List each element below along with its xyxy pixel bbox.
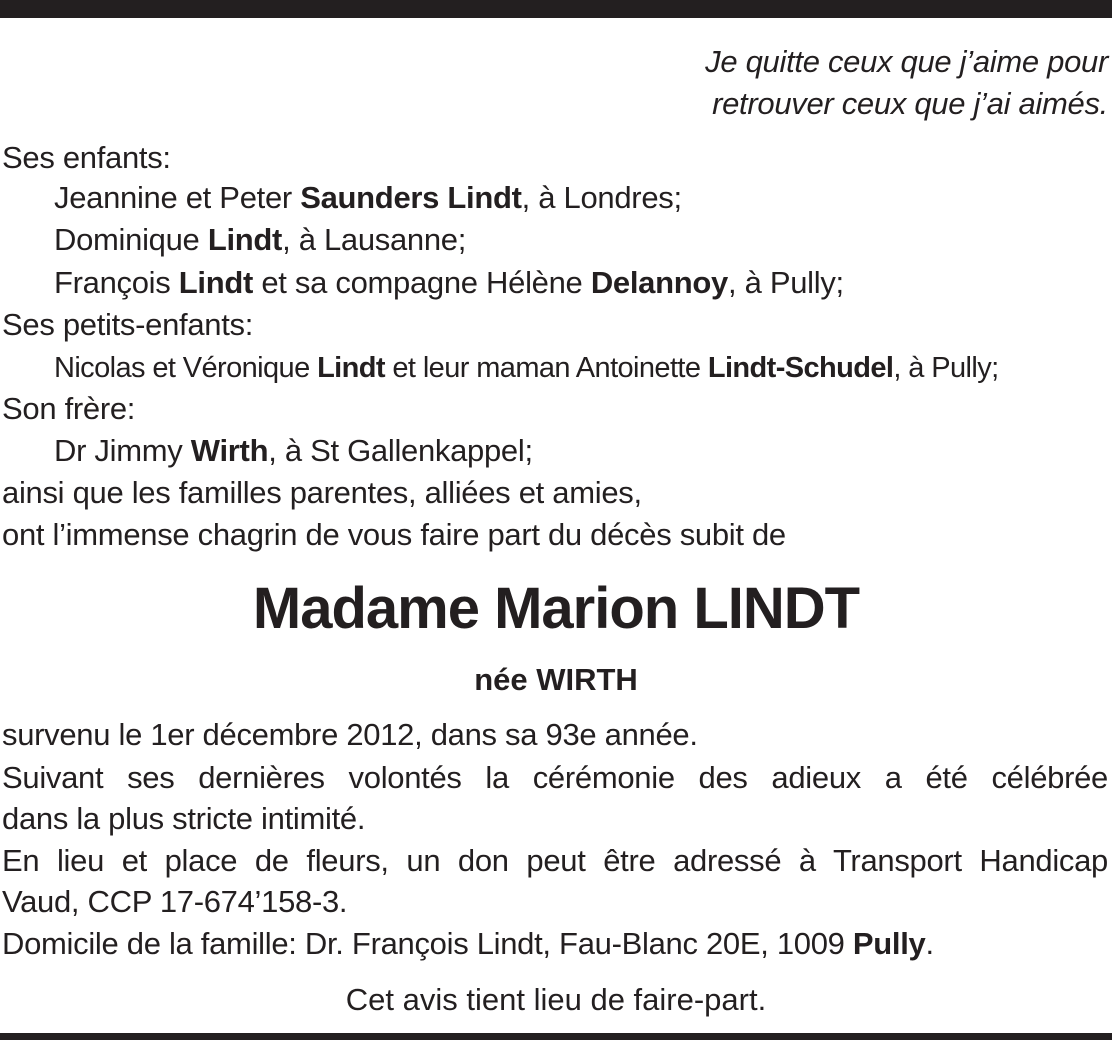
child-entry: Jeannine et Peter Saunders Lindt, à Londres; <box>54 180 682 215</box>
ceremony-line-2: dans la plus stricte intimité. <box>2 801 366 836</box>
donation-line-2: Vaud, CCP 17-674’158-3. <box>2 884 348 919</box>
top-rule <box>0 0 1112 18</box>
bottom-rule <box>0 1033 1112 1040</box>
quote-line-1: Je quitte ceux que j’aime pour <box>705 44 1108 79</box>
announcement-line: ont l’immense chagrin de vous faire part du décès subit de <box>2 517 786 552</box>
families-line: ainsi que les familles parentes, alliées et amies, <box>2 475 642 510</box>
brother-entry: Dr Jimmy Wirth, à St Gallenkappel; <box>54 433 533 468</box>
child-entry: Dominique Lindt, à Lausanne; <box>54 222 467 257</box>
domicile-line: Domicile de la famille: Dr. François Lindt, Fau-Blanc 20E, 1009 Pully. <box>2 926 934 961</box>
deceased-name: Madame Marion LINDT <box>252 576 860 641</box>
maiden-name: née WIRTH <box>474 662 638 697</box>
grandchildren-heading: Ses petits-enfants: <box>2 307 254 342</box>
footer-note: Cet avis tient lieu de faire-part. <box>345 982 767 1017</box>
grandchild-entry: Nicolas et Véronique Lindt et leur maman Antoinette Lindt-Schudel, à Pully; <box>54 352 999 384</box>
ceremony-line-1: Suivant ses dernières volontés la cérémonie des adieux a été célébrée <box>2 760 1108 795</box>
quote-line-2: retrouver ceux que j’ai aimés. <box>712 86 1108 121</box>
donation-line-1: En lieu et place de fleurs, un don peut être adressé à Transport Handicap <box>2 843 1108 878</box>
children-heading: Ses enfants: <box>2 140 171 175</box>
brother-heading: Son frère: <box>2 391 136 426</box>
child-entry: François Lindt et sa compagne Hélène Delannoy, à Pully; <box>54 265 844 300</box>
date-line: survenu le 1er décembre 2012, dans sa 93e année. <box>2 717 698 752</box>
